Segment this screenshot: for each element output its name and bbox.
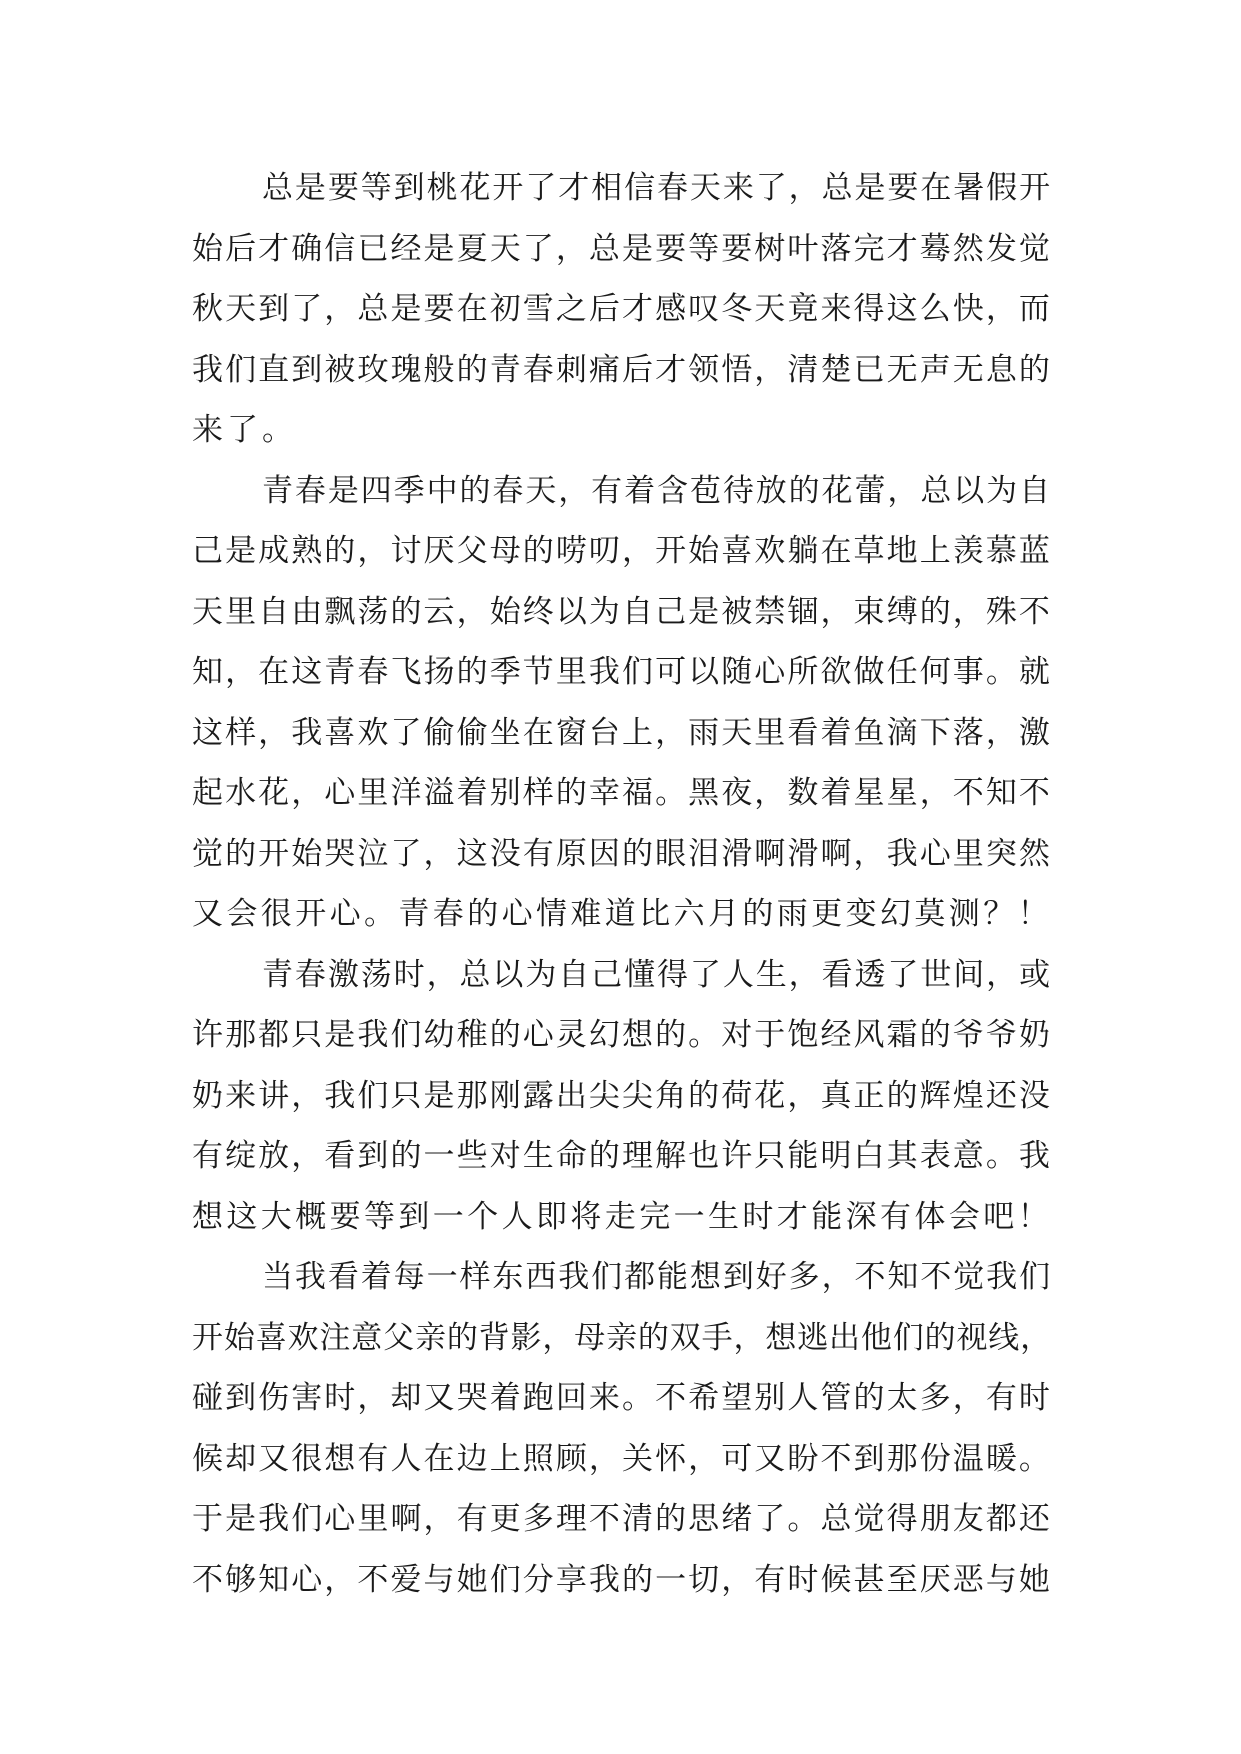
text-line: 天里自由飘荡的云，始终以为自己是被禁锢，束缚的，殊不 (192, 593, 1052, 630)
text-line: 来了。 (192, 412, 297, 448)
text-line: 开始喜欢注意父亲的背影，母亲的双手，想逃出他们的视线， (192, 1319, 1052, 1356)
text-line: 知，在这青春飞扬的季节里我们可以随心所欲做任何事。就 (192, 654, 1052, 690)
text-line: 总是要等到桃花开了才相信春天来了，总是要在暑假开 (262, 170, 1052, 206)
text-line: 起水花，心里洋溢着别样的幸福。黑夜，数着星星，不知不 (192, 775, 1052, 811)
text-line: 青春激荡时，总以为自己懂得了人生，看透了世间，或 (262, 956, 1052, 993)
text-line: 又会很开心。青春的心情难道比六月的雨更变幻莫测？！ (192, 896, 1052, 932)
text-line: 想这大概要等到一个人即将走完一生时才能深有体会吧！ (192, 1198, 1052, 1235)
text-line: 有绽放，看到的一些对生命的理解也许只能明白其表意。我 (192, 1138, 1052, 1174)
text-line: 奶来讲，我们只是那刚露出尖尖角的荷花，真正的辉煌还没 (192, 1077, 1052, 1114)
text-line: 于是我们心里啊，有更多理不清的思绪了。总觉得朋友都还 (192, 1501, 1052, 1537)
text-line: 青春是四季中的春天，有着含苞待放的花蕾，总以为自 (262, 472, 1052, 509)
text-line: 我们直到被玫瑰般的青春刺痛后才领悟，清楚已无声无息的 (192, 351, 1052, 388)
text-line: 始后才确信已经是夏天了，总是要等要树叶落完才蓦然发觉 (192, 230, 1052, 267)
text-line: 这样，我喜欢了偷偷坐在窗台上，雨天里看着鱼滴下落，激 (192, 714, 1052, 751)
text-line: 许那都只是我们幼稚的心灵幻想的。对于饱经风霜的爷爷奶 (192, 1017, 1052, 1053)
text-line: 碰到伤害时，却又哭着跑回来。不希望别人管的太多，有时 (192, 1380, 1052, 1416)
text-line: 当我看着每一样东西我们都能想到好多，不知不觉我们 (262, 1259, 1052, 1295)
text-line: 秋天到了，总是要在初雪之后才感叹冬天竟来得这么快，而 (192, 291, 1052, 327)
essay-body (192, 158, 1052, 1610)
text-line: 不够知心，不爱与她们分享我的一切，有时候甚至厌恶与她 (192, 1561, 1052, 1598)
text-line: 候却又很想有人在边上照顾，关怀，可又盼不到那份温暖。 (192, 1440, 1052, 1477)
text-line: 己是成熟的，讨厌父母的唠叨，开始喜欢躺在草地上羡慕蓝 (192, 533, 1052, 569)
text-line: 觉的开始哭泣了，这没有原因的眼泪滑啊滑啊，我心里突然 (192, 835, 1052, 872)
